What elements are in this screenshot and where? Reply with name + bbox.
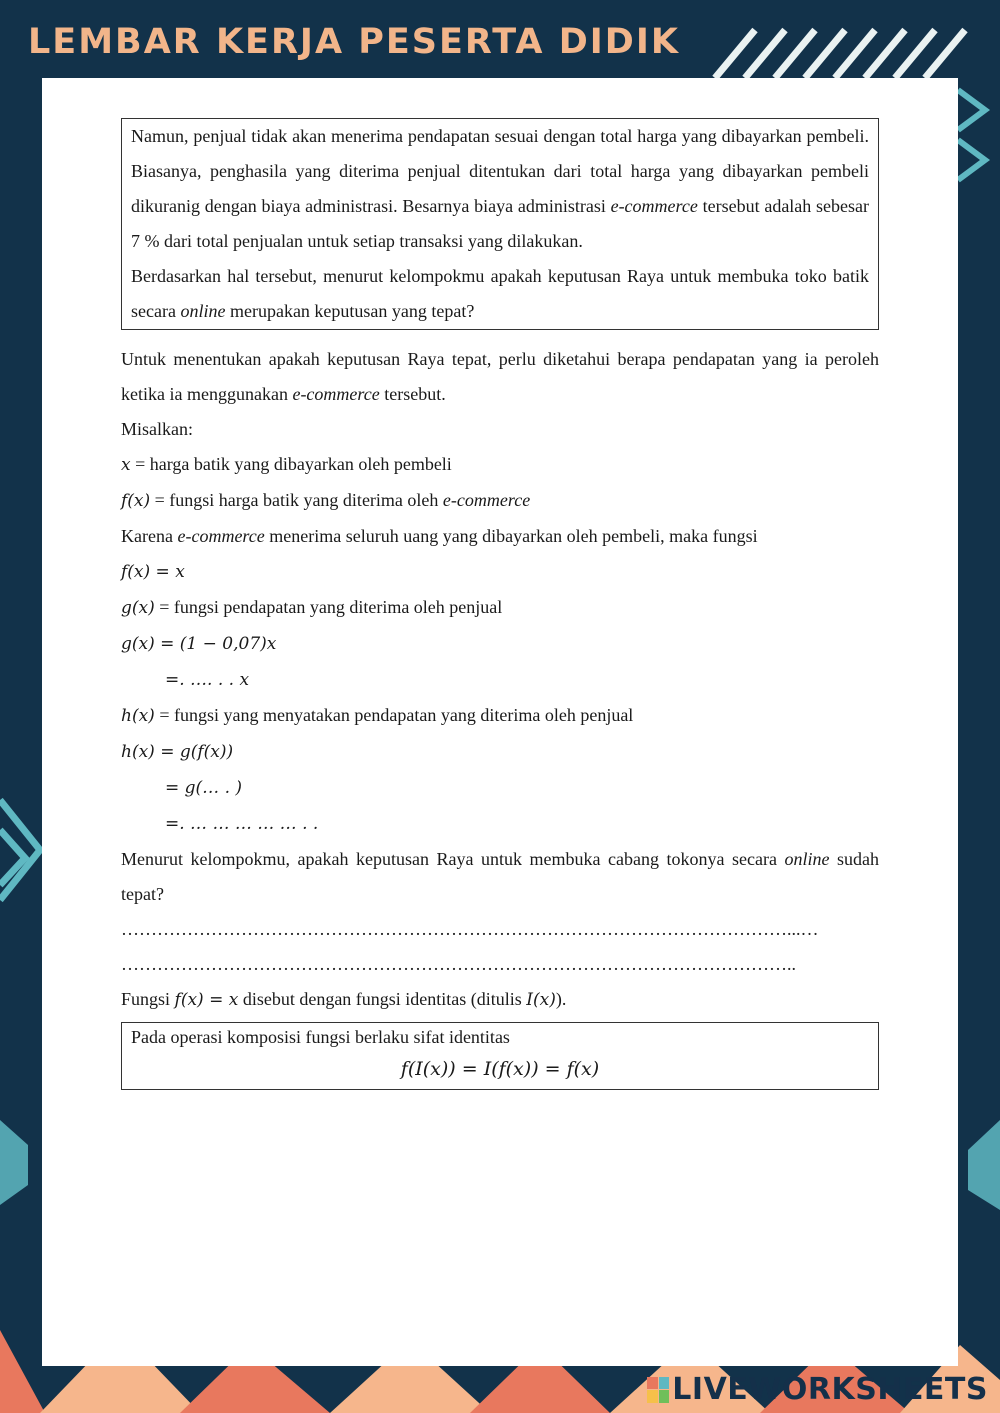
identity-formula: f(I(x)) = I(f(x)) = f(x) xyxy=(400,1058,600,1080)
x-definition: x = harga batik yang dibayarkan oleh pembeli xyxy=(121,454,452,475)
hx-equation-3[interactable]: =. … … … … … . . xyxy=(165,814,319,834)
logo-text: LIVEWORKSHEETS xyxy=(672,1372,988,1407)
gx-definition: g(x) = fungsi pendapatan yang diterima oleh penjual xyxy=(121,597,503,618)
hx-definition: h(x) = fungsi yang menyatakan pendapatan yang diterima oleh penjual xyxy=(121,705,634,726)
identity-box-text: Pada operasi komposisi fungsi berlaku sifat identitas xyxy=(131,1027,510,1047)
hx-equation-2[interactable]: = g(… . ) xyxy=(165,778,243,798)
identity-intro: Fungsi f(x) = x disebut dengan fungsi identitas (ditulis I(x)). xyxy=(121,989,567,1010)
misalkan-label: Misalkan: xyxy=(121,419,193,439)
intro-paragraph: Untuk menentukan apakah keputusan Raya tepat, perlu diketahui berapa pendapatan yang ia peroleh ketika ia menggunakan e-commerce tersebut. xyxy=(121,349,879,404)
problem-paragraph-1: Namun, penjual tidak akan menerima pendapatan sesuai dengan total harga yang dibayarkan pembeli. Biasanya, penghasila yang diterima penjual ditentukan dari total harga yang dibayarkan pembeli dikuranig dengan biaya administrasi. Besarnya biaya administrasi e-commerce tersebut adalah sebesar 7 % dari total penjualan untuk setiap transaksi yang dilakukan. xyxy=(131,126,870,251)
fx-equation: f(x) = x xyxy=(121,562,185,582)
problem-paragraph-2: Berdasarkan hal tersebut, menurut kelompokmu apakah keputusan Raya untuk membuka toko batik secara online merupakan keputusan yang tepat? xyxy=(131,266,869,321)
worksheet-content xyxy=(121,118,879,1090)
problem-box xyxy=(121,118,879,330)
gx-equation: g(x) = (1 − 0,07)x xyxy=(121,634,277,654)
karena-paragraph: Karena e-commerce menerima seluruh uang yang dibayarkan oleh pembeli, maka fungsi xyxy=(121,526,758,546)
answer-line-2[interactable]: ………………………………………………………………………………………………….. xyxy=(121,954,796,974)
gx-blank[interactable]: =. …. . . x xyxy=(165,670,250,690)
question-paragraph: Menurut kelompokmu, apakah keputusan Raya untuk membuka cabang tokonya secara online sudah tepat? xyxy=(121,849,879,904)
fx-definition: f(x) = fungsi harga batik yang diterima oleh e-commerce xyxy=(121,490,531,511)
worksheet-title: LEMBAR KERJA PESERTA DIDIK xyxy=(28,22,680,62)
liveworksheets-logo xyxy=(647,1372,988,1407)
hx-equation-1: h(x) = g(f(x)) xyxy=(121,742,234,762)
liveworksheets-icon xyxy=(647,1377,669,1403)
identity-box xyxy=(121,1022,879,1090)
answer-line-1[interactable]: …………………………………………………………………………………………………...… xyxy=(121,919,819,939)
